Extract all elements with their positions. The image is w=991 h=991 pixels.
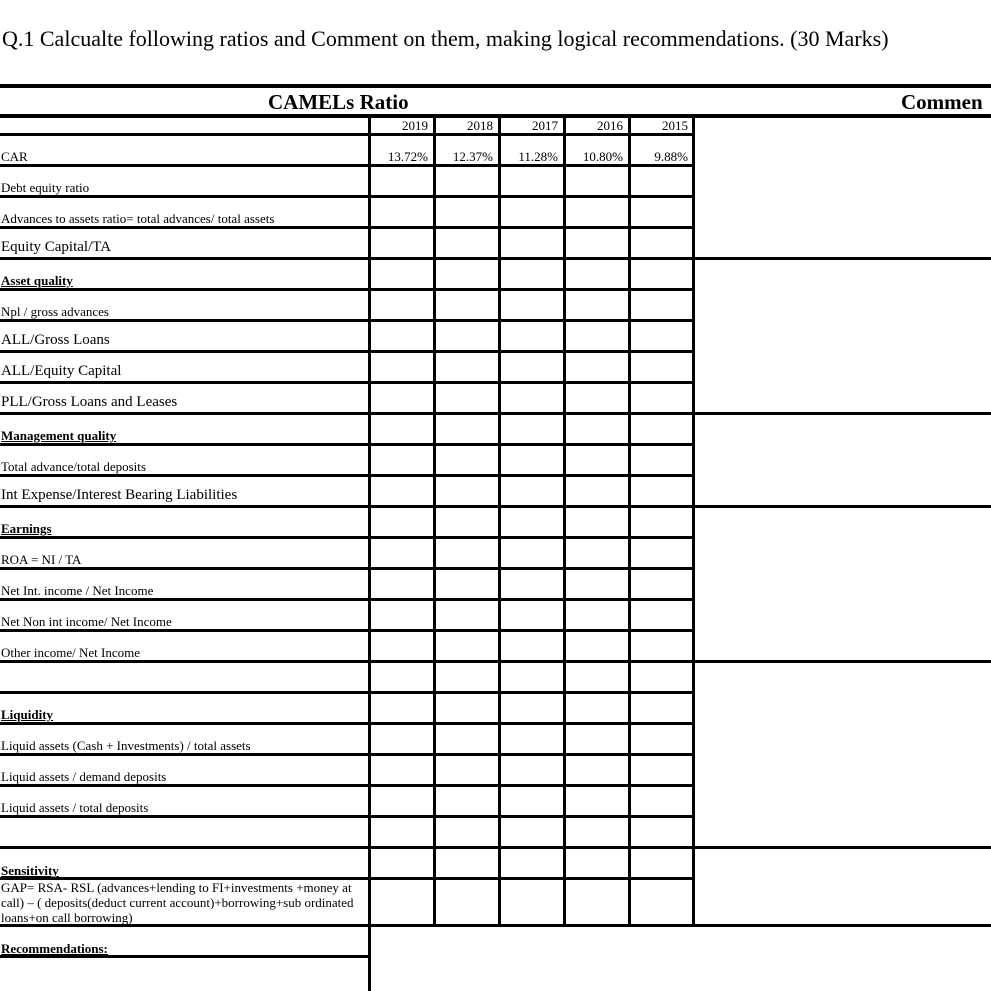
row-label: ALL/Equity Capital (1, 363, 122, 379)
column-rule (498, 117, 501, 926)
car-2016: 10.80% (582, 149, 623, 164)
top-rule (0, 84, 991, 88)
row-label: CAR (1, 149, 28, 164)
header-bottom-rule (0, 114, 991, 118)
row-rule (0, 505, 991, 508)
row-rule (0, 691, 694, 694)
row-label: Liquid assets / total deposits (1, 800, 149, 815)
row-rule (0, 350, 694, 353)
row-label: Equity Capital/TA (1, 239, 112, 255)
row-rule (0, 567, 694, 570)
year-2016: 2016 (597, 118, 623, 133)
row-label: Debt equity ratio (1, 180, 90, 195)
car-2015: 9.88% (654, 149, 688, 164)
section-asset-quality: Asset quality (1, 273, 73, 288)
row-rule (0, 257, 991, 260)
row-label: Total advance/total deposits (1, 459, 146, 474)
row-rule (0, 660, 991, 663)
table-header-camels: CAMELs Ratio (268, 90, 409, 114)
column-rule (368, 117, 371, 991)
car-2019: 13.72% (387, 149, 428, 164)
row-label: Net Int. income / Net Income (1, 583, 154, 598)
row-label: Liquid assets / demand deposits (1, 769, 167, 784)
column-rule (563, 117, 566, 926)
year-row-rule (0, 133, 694, 136)
section-management-quality: Management quality (1, 428, 117, 443)
row-rule (0, 195, 694, 198)
row-rule (0, 288, 694, 291)
year-2019: 2019 (402, 118, 428, 133)
row-rule (0, 412, 991, 415)
row-label: Liquid assets (Cash + Investments) / total assets (1, 738, 251, 753)
row-label: ROA = NI / TA (1, 552, 82, 567)
section-sensitivity: Sensitivity (1, 863, 59, 878)
table-header-comment: Commen (901, 90, 983, 114)
row-rule (0, 536, 694, 539)
row-label: ALL/Gross Loans (1, 332, 110, 348)
row-rule (0, 846, 991, 849)
year-2017: 2017 (532, 118, 558, 133)
year-2018: 2018 (467, 118, 493, 133)
recommendations-label: Recommendations: (1, 941, 108, 956)
gap-formula-label: GAP= RSA- RSL (advances+lending to FI+investments +money at call) – ( deposits(deduct current account)+borrowing+sub ordinated loans+on call borrowing) (1, 880, 354, 925)
row-label: PLL/Gross Loans and Leases (1, 394, 178, 410)
year-2015: 2015 (662, 118, 688, 133)
section-liquidity: Liquidity (1, 707, 54, 722)
row-rule (0, 722, 694, 725)
column-rule (433, 117, 436, 926)
row-label: Other income/ Net Income (1, 645, 140, 660)
section-earnings: Earnings (1, 521, 52, 536)
row-label: Int Expense/Interest Bearing Liabilities (1, 487, 238, 503)
car-2018: 12.37% (452, 149, 493, 164)
row-label: Advances to assets ratio= total advances/ total assets (1, 211, 275, 226)
car-2017: 11.28% (518, 149, 558, 164)
column-rule (692, 117, 695, 926)
row-label: Net Non int income/ Net Income (1, 614, 172, 629)
column-rule (628, 117, 631, 926)
question-title: Q.1 Calcualte following ratios and Comment on them, making logical recommendations. (30 Marks) (2, 26, 889, 51)
row-label: Npl / gross advances (1, 304, 109, 319)
row-rule (0, 381, 694, 384)
